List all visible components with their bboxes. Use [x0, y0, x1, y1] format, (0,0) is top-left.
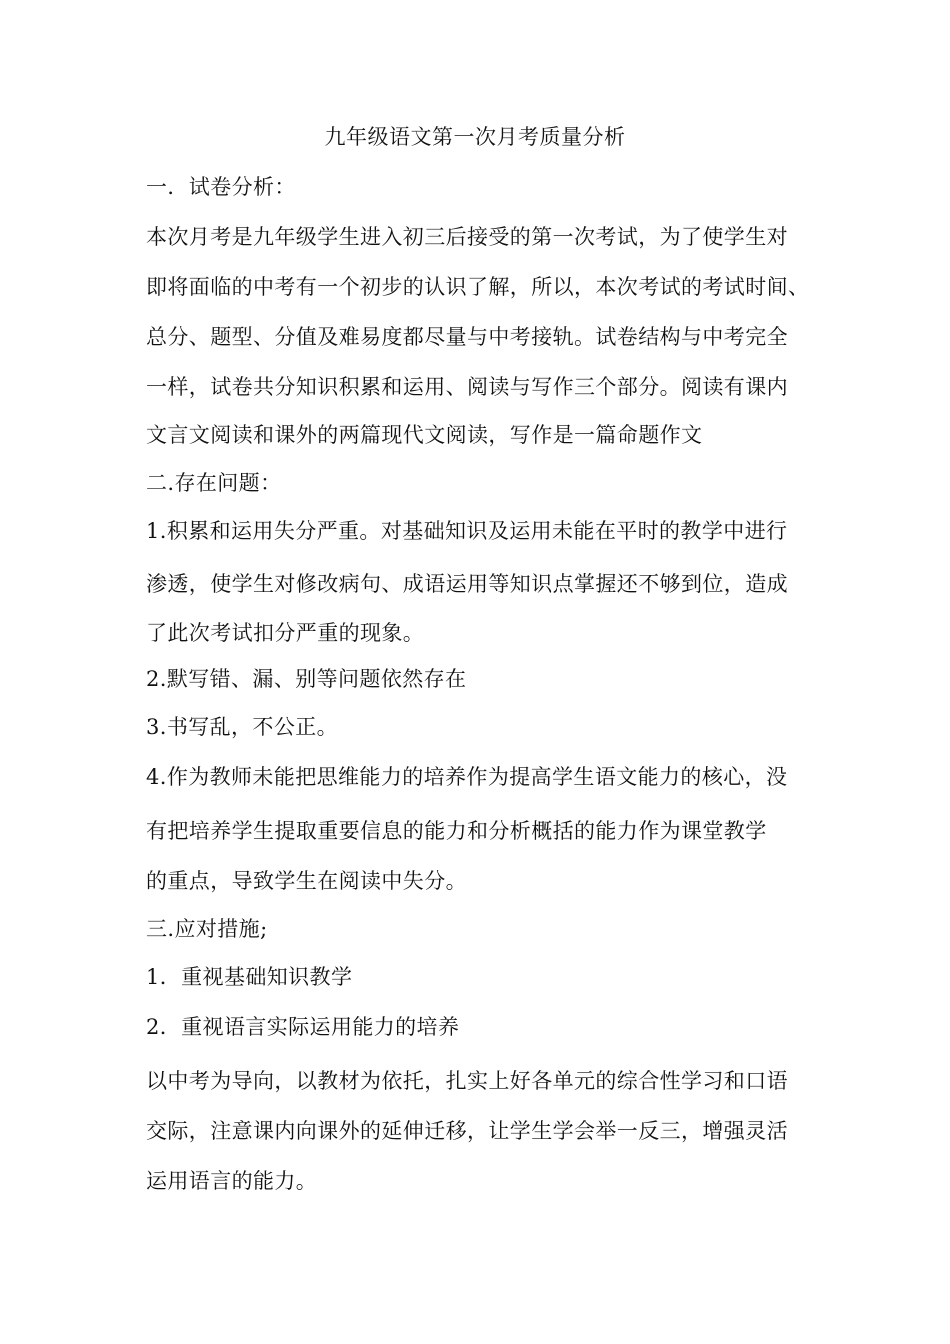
paragraph-line: 有把培养学生提取重要信息的能力和分析概括的能力作为课堂教学 [146, 819, 767, 843]
paragraph-line: 运用语言的能力。 [146, 1169, 318, 1193]
paragraph-line: 渗透，使学生对修改病句、成语运用等知识点掌握还不够到位，造成 [146, 572, 788, 596]
section-heading-exam-analysis: 一．试卷分析： [146, 175, 296, 199]
document-title: 九年级语文第一次月考质量分析 [324, 125, 626, 149]
list-item: 1.积累和运用失分严重。对基础知识及运用未能在平时的教学中进行 [146, 519, 788, 543]
list-item: 4.作为教师未能把思维能力的培养作为提高学生语文能力的核心，没 [146, 765, 788, 789]
paragraph-line: 以中考为导向，以教材为依托，扎实上好各单元的综合性学习和口语 [146, 1069, 788, 1093]
list-item: 3.书写乱，不公正。 [146, 715, 339, 739]
paragraph-line: 的重点，导致学生在阅读中失分。 [146, 869, 467, 893]
paragraph-line: 总分、题型、分值及难易度都尽量与中考接轨。试卷结构与中考完全 [146, 325, 788, 349]
paragraph-line: 文言文阅读和课外的两篇现代文阅读，写作是一篇命题作文 [146, 423, 703, 447]
paragraph-line: 即将面临的中考有一个初步的认识了解，所以，本次考试的考试时间、 [146, 275, 810, 299]
paragraph-line: 了此次考试扣分严重的现象。 [146, 621, 425, 645]
list-item: 2.默写错、漏、别等问题依然存在 [146, 667, 467, 691]
list-item: 2．重视语言实际运用能力的培养 [146, 1015, 460, 1039]
paragraph-line: 一样，试卷共分知识积累和运用、阅读与写作三个部分。阅读有课内 [146, 375, 788, 399]
section-heading-measures: 三.应对措施; [146, 917, 268, 941]
paragraph-line: 本次月考是九年级学生进入初三后接受的第一次考试，为了使学生对 [146, 225, 788, 249]
list-item: 1．重视基础知识教学 [146, 965, 353, 989]
section-heading-problems: 二.存在问题： [146, 471, 282, 495]
paragraph-line: 交际，注意课内向课外的延伸迁移，让学生学会举一反三，增强灵活 [146, 1119, 788, 1143]
